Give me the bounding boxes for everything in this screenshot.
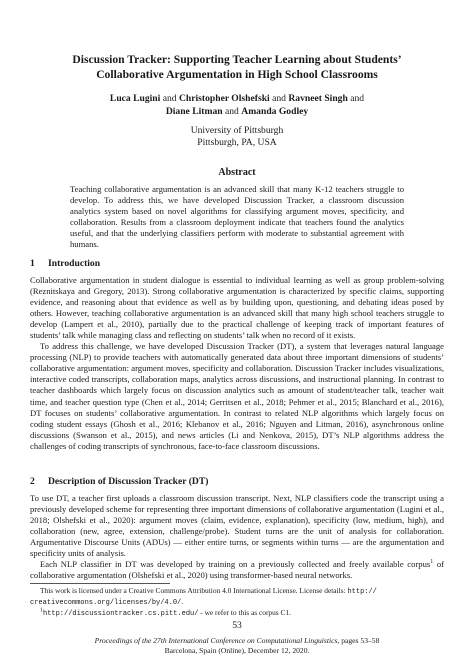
author-list: Luca Lugini and Christopher Olshefski and Ravneet Singh and Diane Litman and Amanda Godley bbox=[109, 93, 365, 117]
license-link-continued[interactable]: creativecommons.org/licenses/by/4.0/ bbox=[30, 599, 182, 608]
section-number: 2 bbox=[30, 476, 35, 487]
author-3: Ravneet Singh bbox=[288, 93, 348, 104]
section-heading-description bbox=[30, 476, 444, 487]
affiliation-line-1: University of Pittsburgh bbox=[190, 125, 284, 136]
proceedings-footer: Proceedings of the 27th International Conference on Computational Linguistics, pages 53–58 Barcelona, Spain (Online), December 12, 2020. bbox=[40, 636, 434, 655]
paragraph: Collaborative argumentation in student dialogue is essential to individual learning as well as group problem-solving (Reznitskaya and Gregory, 2013). Strong collaborative argumentation is characterized by specific claims, supporting evidence, and reasoning about that evidence as well as by building upon, questioning, and debating ideas posed by others. However, teaching collaborative argumentation is an advanced skill that many high school teachers struggle to develop (Lampert et al., 2010), partially due to the practical challenge of keeping track of important features of students’ talk while managing class and reflecting on students’ talk when no record of it exists. bbox=[30, 275, 444, 341]
paragraph: To use DT, a teacher first uploads a classroom discussion transcript. Next, NLP classifiers code the transcript using a previously developed scheme for representing three important dimensions of collaborative argumentation (Lugini et al., 2018; Olshefski et al., 2020): argument moves (claim, evidence, explanation), specificity (low, medium, high), and collaboration (new, agree, extension, challenge/probe). Student turns are the unit of analysis for collaboration. Argumentative Discourse Units (ADUs) — either entire turns, or segments within turns — are the argumentation and specificity units of analysis. bbox=[30, 493, 444, 559]
paragraph: Each NLP classifier in DT was developed by training on a previously collected and freely available corpus$^1$ of collaborative argumentation (Olshefski et al., 2020) using transformer-based neural networks. bbox=[30, 559, 445, 581]
page-number: 53 bbox=[232, 620, 242, 631]
proceedings-location: Barcelona, Spain (Online), December 12, 2020. bbox=[164, 645, 310, 655]
author-4: Diane Litman bbox=[165, 106, 223, 117]
license-footnote: This work is licensed under a Creative Commons Attribution 4.0 International License. License details: http:// creativecommons.org/licenses/by/4.0/. $^1$http://discussiontracker.cs.pitt.edu/ - we refer to this as corpus C1. bbox=[30, 586, 377, 619]
author-2: Christopher Olshefski bbox=[178, 93, 270, 104]
footnote-rule bbox=[30, 583, 170, 584]
section-body-introduction bbox=[30, 275, 444, 452]
author-1: Luca Lugini bbox=[109, 93, 161, 104]
footnote-marker: 1 bbox=[430, 559, 434, 566]
section-number: 1 bbox=[30, 258, 35, 269]
paragraph: To address this challenge, we have developed Discussion Tracker (DT), a system that leverages natural language processing (NLP) to provide teachers with automatically generated data about three important dimensions of students’ collaborative argumentation: argument moves, specificity and collaboration. Discussion Tracker includes visualizations, interactive coded transcripts, collaboration maps, analytics across discussions, and instructional planning. In contrast to teacher dashboards which largely focus on discussion analytics such as amount of student/teacher talk, teacher wait time, and teacher question type (Chen et al., 2014; Gerritsen et al., 2018; Pehmer et al., 2015; Blanchard et al., 2016), DT focuses on students’ collaborative argumentation. In contrast to related NLP algorithms which largely focus on coding student essays (Ghosh et al., 2016; Klebanov et al., 2016; Nguyen and Litman, 2016), asynchronous online discussions (Swanson et al., 2015), and news articles (Li and Nenkova, 2015), DT’s NLP algorithms address the challenges of coding transcripts of synchronous, face-to-face classroom discussions. bbox=[30, 341, 444, 451]
affiliation-line-2: Pittsburgh, PA, USA bbox=[197, 137, 277, 148]
abstract-heading: Abstract bbox=[218, 167, 256, 178]
proceedings-title: Proceedings of the 27th International Conference on Computational Linguistics bbox=[94, 636, 338, 645]
section-title: Description of Discussion Tracker (DT) bbox=[48, 476, 209, 487]
section-body-description bbox=[30, 493, 444, 581]
abstract-text: Teaching collaborative argumentation is an advanced skill that many K-12 teachers struggle to develop. To address this, we have developed Discussion Tracker, a classroom discussion analytics system based on novel algorithms for classifying argument moves, specificity, and collaboration. Results from a classroom deployment indicate that teachers found the analytics useful, and that the underlying classifiers perform with moderate to substantial agreement with humans. bbox=[70, 184, 404, 250]
section-title: Introduction bbox=[48, 258, 101, 269]
author-5: Amanda Godley bbox=[241, 106, 309, 117]
affiliation bbox=[50, 125, 424, 149]
corpus-link[interactable]: http://discussiontracker.cs.pitt.edu/ bbox=[43, 610, 199, 619]
footnote-number: 1 bbox=[40, 607, 43, 614]
title-line-1: Discussion Tracker: Supporting Teacher Learning about Students’ bbox=[72, 53, 402, 66]
license-link[interactable]: http:// bbox=[347, 588, 377, 596]
section-heading-introduction bbox=[30, 258, 444, 269]
paper-title bbox=[40, 52, 434, 82]
title-line-2: Collaborative Argumentation in High School Classrooms bbox=[96, 68, 378, 81]
